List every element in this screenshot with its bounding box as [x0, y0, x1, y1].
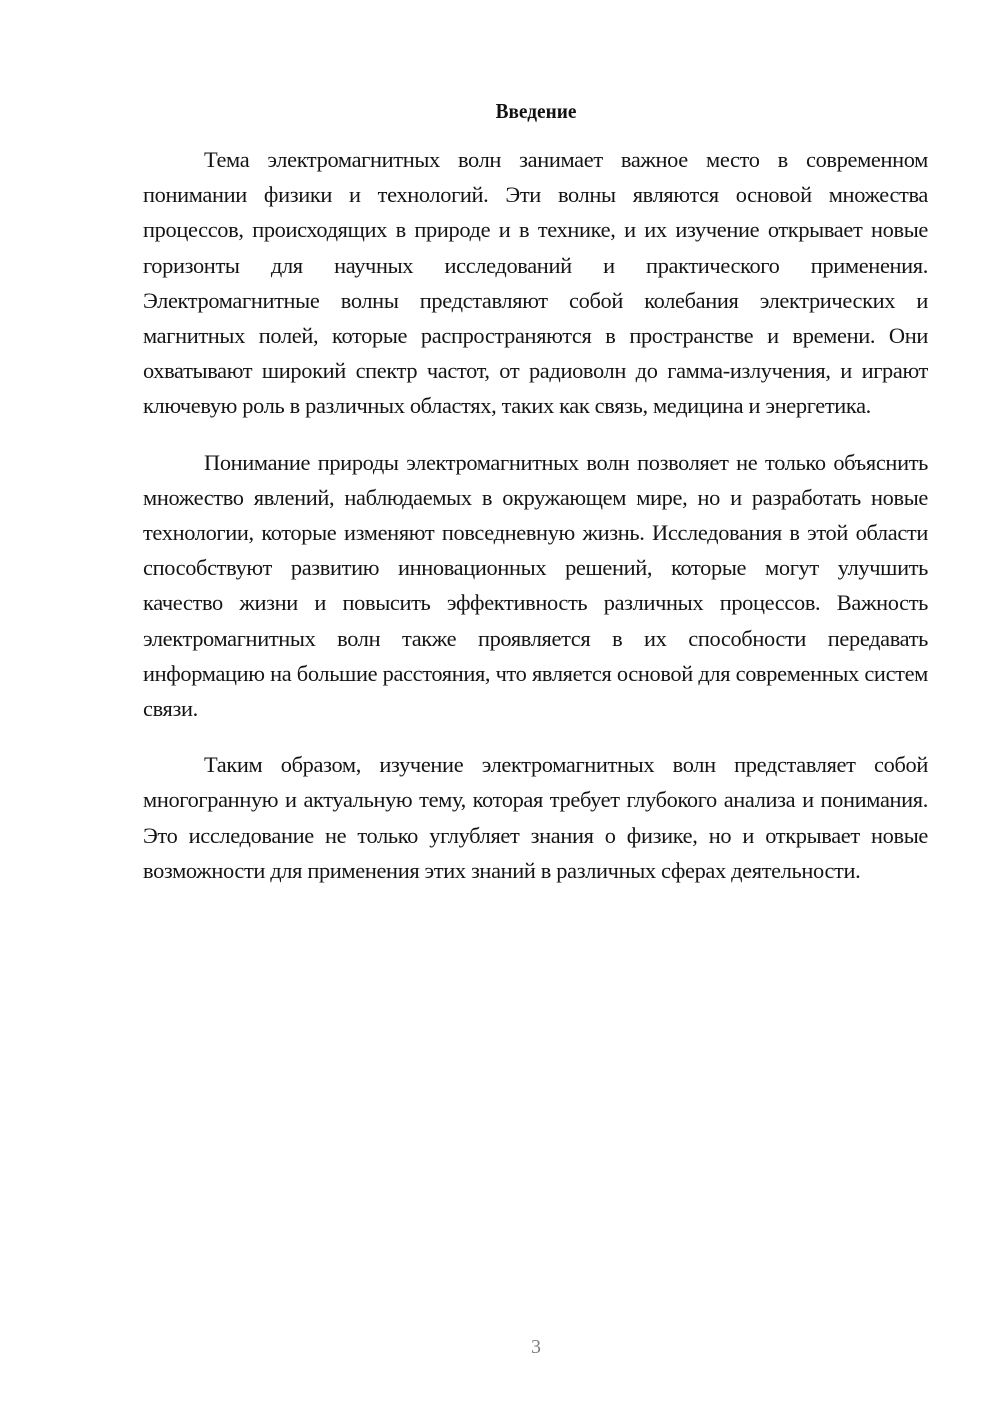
section-heading: Введение: [495, 99, 577, 123]
paragraph-2: Понимание природы электромагнитных волн позволяет не только объяснить множество явлений, наблюдаемых в окружающем мире, но и разработать новые технологии, которые изменяют повседневную жизнь. Исследования в этой области способствуют развитию инновационных решений, которые могут улучшить качество жизни и повысить эффективность различных процессов. Важность электромагнитных волн также проявляется в их способности передавать информацию на большие расстояния, что является основой для современных систем связи.: [143, 449, 928, 722]
paragraph-1: Тема электромагнитных волн занимает важное место в современном понимании физики и технологий. Эти волны являются основой множества процессов, происходящих в природе и в технике, и их изучение открывает новые горизонты для научных исследований и практического применения. Электромагнитные волны представляют собой колебания электрических и магнитных полей, которые распространяются в пространстве и времени. Они охватывают широкий спектр частот, от радиоволн до гамма-излучения, и играют ключевую роль в различных областях, таких как связь, медицина и энергетика.: [143, 147, 928, 419]
paragraph-3: Таким образом, изучение электромагнитных волн представляет собой многогранную и актуальную тему, которая требует глубокого анализа и понимания. Это исследование не только углубляет знания о физике, но и открывает новые возможности для применения этих знаний в различных сферах деятельности.: [143, 752, 928, 883]
page-number: 3: [531, 1336, 541, 1358]
document-body: [143, 142, 928, 888]
